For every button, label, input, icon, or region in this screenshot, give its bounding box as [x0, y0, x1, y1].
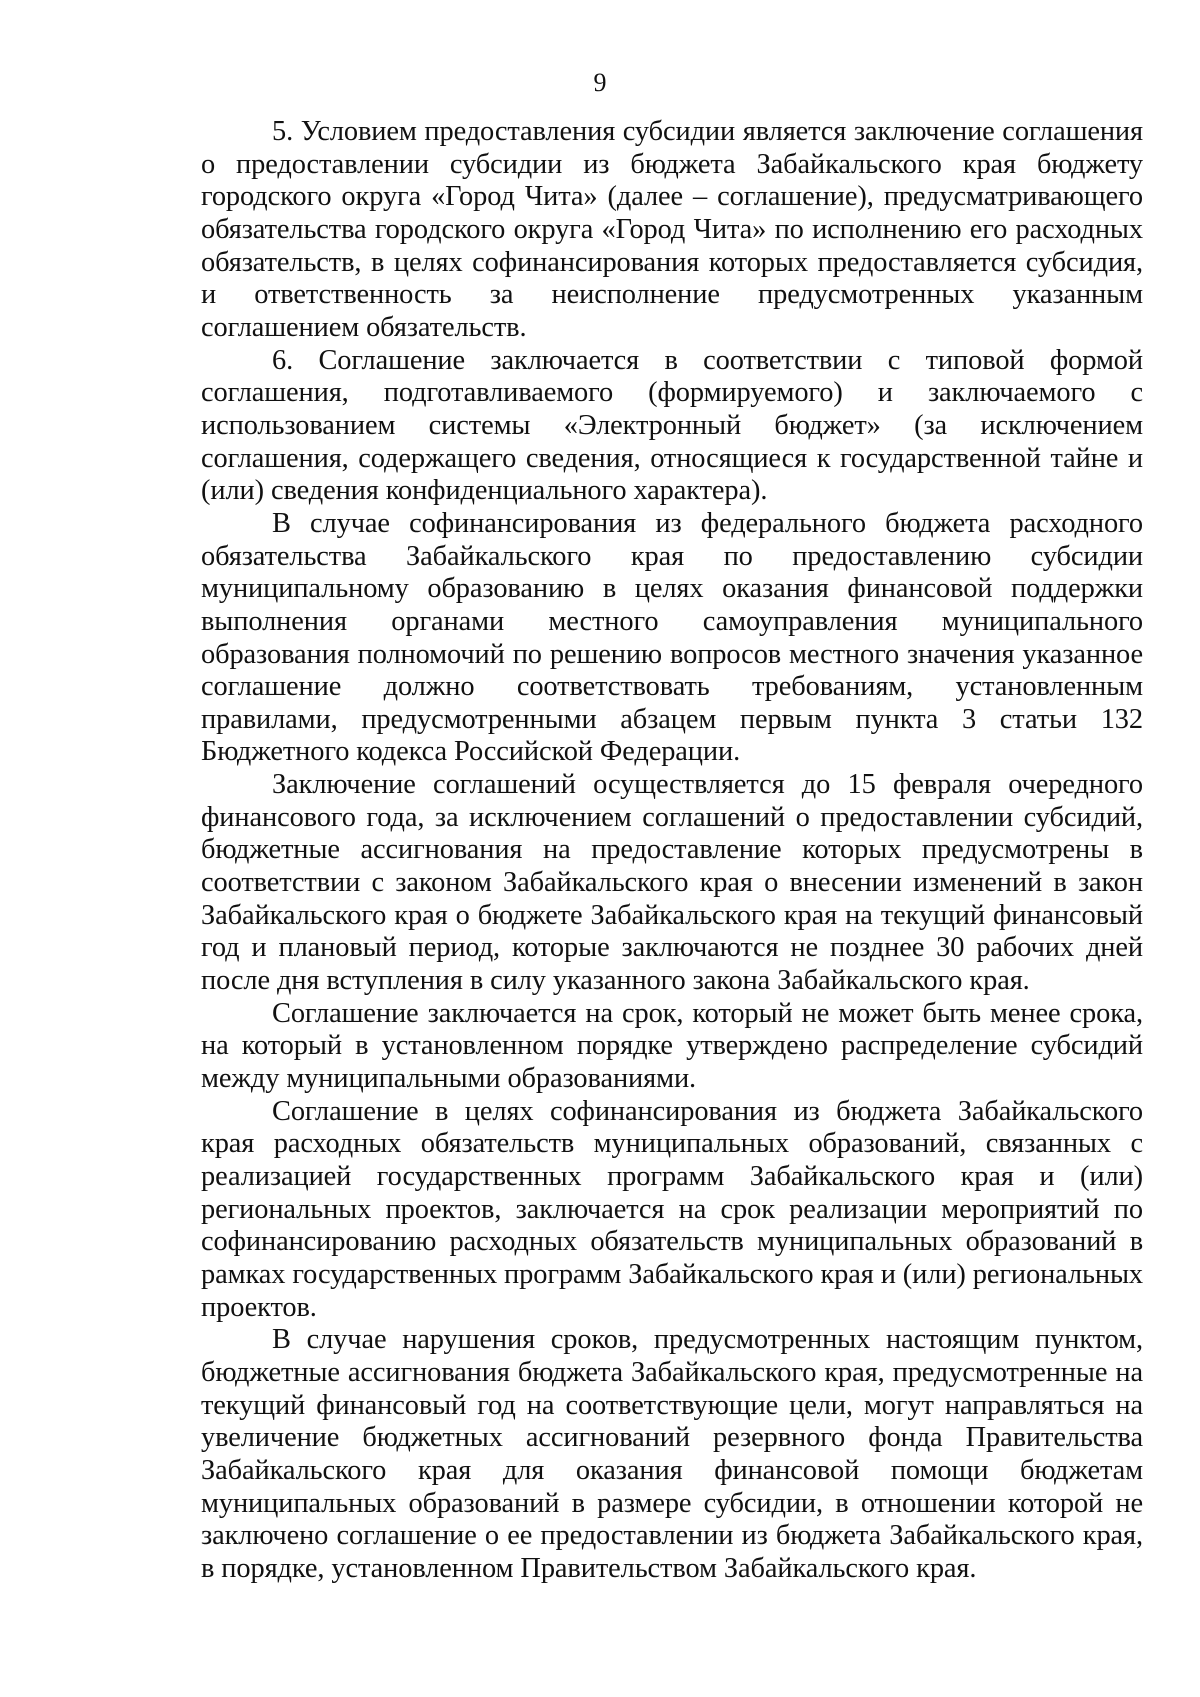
- paragraph-agreement-deadline: Заключение соглашений осуществляется до 15 февраля очередного финансового года, за исключением соглашений о предоставлении субсидий, бюджетные ассигнования на предоставление которых предусмотрены в соответствии с законом Забайкальского края о внесении изменений в закон Забайкальского края о бюджете Забайкальского края на текущий финансовый год и плановый период, которые заключаются не позднее 30 рабочих дней после дня вступления в силу указанного закона Забайкальского края.: [201, 769, 1143, 997]
- paragraph-item-5: 5. Условием предоставления субсидии является заключение соглашения о предоставлении субсидии из бюджета Забайкальского края бюджету городского округа «Город Чита» (далее – соглашение), предусматривающего обязательства городского округа «Город Чита» по исполнению его расходных обязательств, в целях софинансирования которых предоставляется субсидия, и ответственность за неисполнение предусмотренных указанным соглашением обязательств.: [201, 116, 1143, 343]
- paragraph-item-6: 6. Соглашение заключается в соответствии с типовой формой соглашения, подготавливаемого (формируемого) и заключаемого с использованием системы «Электронный бюджет» (за исключением соглашения, содержащего сведения, относящиеся к государственной тайне и (или) сведения конфиденциального характера).: [201, 344, 1143, 507]
- paragraph-federal-cofinancing: В случае софинансирования из федерального бюджета расходного обязательства Забайкальского края по предоставлению субсидии муниципальному образованию в целях оказания финансовой поддержки выполнения органами местного самоуправления муниципального образования полномочий по решению вопросов местного значения указанное соглашение должно соответствовать требованиям, установленным правилами, предусмотренными абзацем первым пункта 3 статьи 132 Бюджетного кодекса Российской Федерации.: [201, 507, 1143, 768]
- paragraph-deadline-violation: В случае нарушения сроков, предусмотренных настоящим пунктом, бюджетные ассигнования бюджета Забайкальского края, предусмотренные на текущий финансовый год на соответствующие цели, могут направляться на увеличение бюджетных ассигнований резервного фонда Правительства Забайкальского края для оказания финансовой помощи бюджетам муниципальных образований в размере субсидии, в отношении которой не заключено соглашение о ее предоставлении из бюджета Забайкальского края, в порядке, установленном Правительством Забайкальского края.: [201, 1324, 1143, 1584]
- document-body: [201, 116, 1143, 1586]
- page-number: 9: [593, 68, 607, 97]
- paragraph-state-programs: Соглашение в целях софинансирования из бюджета Забайкальского края расходных обязательств муниципальных образований, связанных с реализацией государственных программ Забайкальского края и (или) региональных проектов, заключается на срок реализации мероприятий по софинансированию расходных обязательств муниципальных образований в рамках государственных программ Забайкальского края и (или) региональных проектов.: [201, 1095, 1144, 1323]
- paragraph-agreement-term: Соглашение заключается на срок, который не может быть менее срока, на который в установленном порядке утверждено распределение субсидий между муниципальными образованиями.: [201, 997, 1143, 1095]
